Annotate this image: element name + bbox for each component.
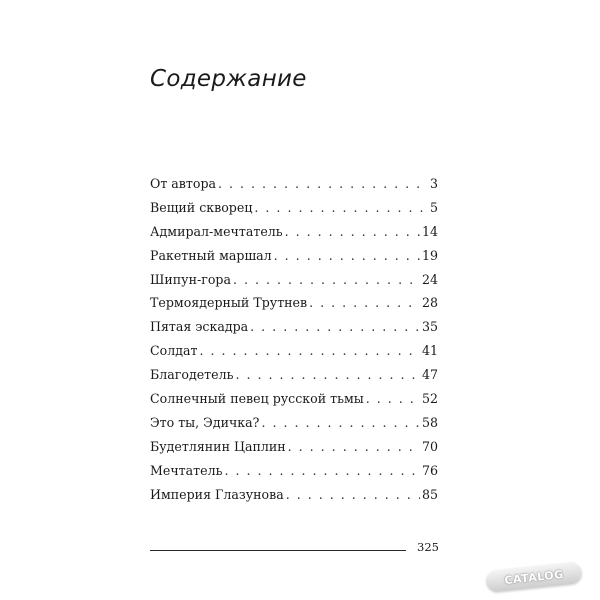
toc-leader-dots xyxy=(235,367,420,383)
toc-entry-title: Солдат xyxy=(150,343,198,359)
toc-entry xyxy=(150,439,438,463)
toc-entry xyxy=(150,487,438,511)
toc-leader-dots xyxy=(366,391,420,407)
toc-entry-title: Мечтатель xyxy=(150,462,223,478)
toc-entry-page: 14 xyxy=(421,223,438,239)
toc-entry xyxy=(150,415,438,439)
toc-leader-dots xyxy=(254,200,428,216)
toc-entry xyxy=(150,295,438,319)
toc-entry xyxy=(150,248,438,272)
toc-entry-title: Это ты, Эдичка? xyxy=(150,414,260,430)
toc-entry xyxy=(150,391,438,415)
toc-entry-page: 24 xyxy=(421,271,438,287)
toc-entry-title: Будетлянин Цаплин xyxy=(150,438,286,454)
toc-entry-title: Ракетный маршал xyxy=(150,247,272,263)
toc-entry-page: 47 xyxy=(421,367,438,383)
toc-entry-title: Адмирал-мечтатель xyxy=(150,223,283,239)
toc-leader-dots xyxy=(224,463,420,479)
toc-leader-dots xyxy=(285,224,420,240)
toc-entry-title: Пятая эскадра xyxy=(150,319,249,335)
page-title: Содержание xyxy=(150,66,307,92)
toc-entry xyxy=(150,176,438,200)
toc-entry-page: 76 xyxy=(421,462,438,478)
toc-entry xyxy=(150,224,438,248)
toc-entry xyxy=(150,367,438,391)
table-of-contents xyxy=(150,176,438,510)
catalog-watermark-logo: CATALOG xyxy=(485,561,583,593)
toc-leader-dots xyxy=(199,343,420,359)
toc-entry-title: Термоядерный Трутнев xyxy=(150,295,308,311)
toc-leader-dots xyxy=(233,272,420,288)
toc-entry-title: Благодетель xyxy=(150,367,234,383)
page-number: 325 xyxy=(417,540,439,554)
toc-entry xyxy=(150,272,438,296)
toc-entry xyxy=(150,319,438,343)
toc-entry-page: 5 xyxy=(429,199,438,215)
toc-leader-dots xyxy=(286,487,420,503)
toc-entry-page: 19 xyxy=(421,247,438,263)
toc-entry-title: Вещий скворец xyxy=(150,199,253,215)
toc-entry-title: Империя Глазунова xyxy=(150,486,284,502)
toc-entry-title: Солнечный певец русской тьмы xyxy=(150,391,364,407)
toc-entry-page: 41 xyxy=(421,343,438,359)
toc-entry-page: 28 xyxy=(421,295,438,311)
footer-rule xyxy=(150,550,406,551)
toc-entry-page: 58 xyxy=(421,414,438,430)
toc-entry-title: От автора xyxy=(150,176,217,191)
toc-entry xyxy=(150,343,438,367)
toc-entry xyxy=(150,200,438,224)
toc-leader-dots xyxy=(250,319,420,335)
toc-entry-page: 70 xyxy=(421,438,438,454)
toc-leader-dots xyxy=(274,248,420,264)
toc-entry-page: 3 xyxy=(429,176,438,191)
toc-entry-title: Шипун-гора xyxy=(150,271,231,287)
toc-leader-dots xyxy=(288,439,420,455)
toc-entry-page: 52 xyxy=(421,391,438,407)
toc-entry-page: 35 xyxy=(421,319,438,335)
toc-entry xyxy=(150,463,438,487)
toc-leader-dots xyxy=(309,295,420,311)
toc-leader-dots xyxy=(261,415,420,431)
toc-entry-page: 85 xyxy=(421,486,438,502)
toc-leader-dots xyxy=(218,176,428,192)
